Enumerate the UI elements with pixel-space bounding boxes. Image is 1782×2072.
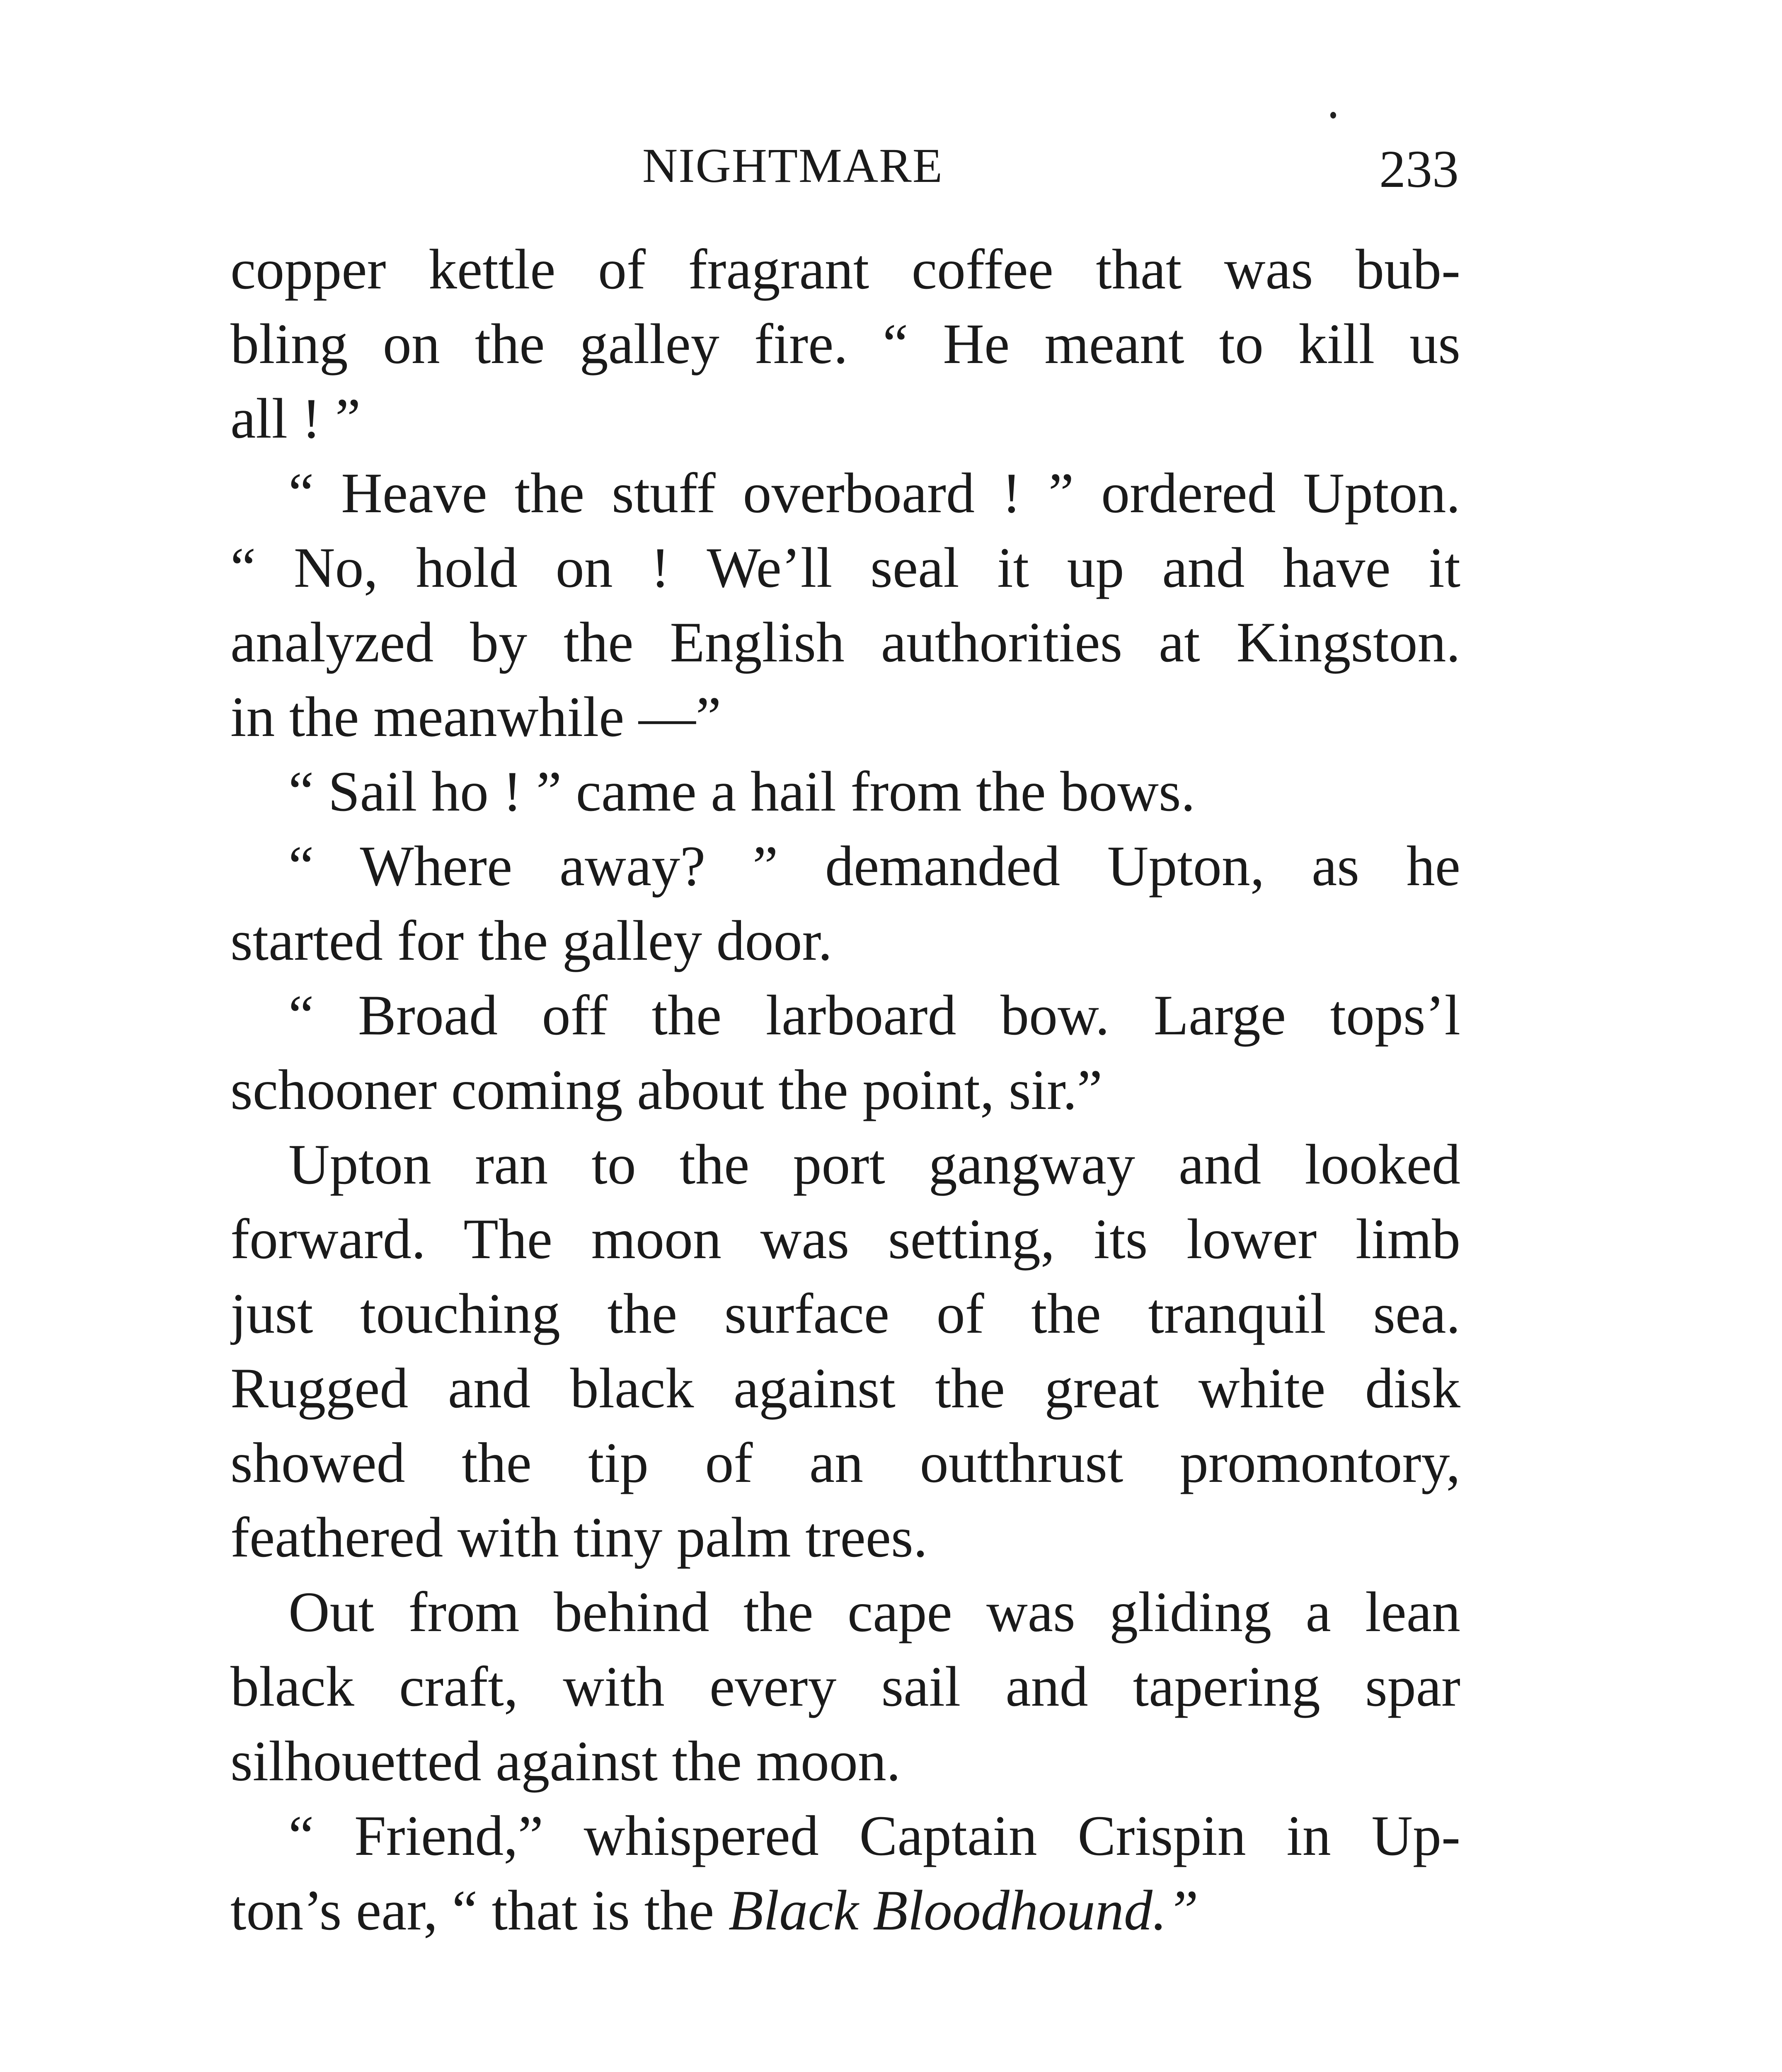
text-line: showed the tip of an outthrust promontory, <box>230 1431 1460 1494</box>
text-line: bling on the galley fire. “ He meant to kill us <box>230 312 1460 375</box>
text-line: Rugged and black against the great white disk <box>230 1356 1460 1420</box>
text-line: “ Broad off the larboard bow. Large tops’l <box>288 983 1460 1047</box>
text-line: black craft, with every sail and tapering spar <box>230 1655 1460 1718</box>
text-line: “ Friend,” whispered Captain Crispin in Up- <box>288 1804 1460 1867</box>
text-line: all ! ” <box>230 387 361 450</box>
text-line: started for the galley door. <box>230 909 833 972</box>
text-line: “ Sail ho ! ” came a hail from the bows. <box>288 760 1196 823</box>
last-text-line <box>230 1873 1460 1948</box>
page-number: 233 <box>1379 140 1459 198</box>
body-text <box>230 232 1460 1948</box>
text-line: feathered with tiny palm trees. <box>230 1506 928 1569</box>
ship-name: Black Bloodhound.” <box>728 1878 1199 1942</box>
text-line: silhouetted against the moon. <box>230 1729 901 1793</box>
text-line: just touching the surface of the tranquil sea. <box>230 1282 1460 1345</box>
text-line: “ Heave the stuff overboard ! ” ordered Upton. <box>288 461 1460 525</box>
ink-speck <box>1330 112 1336 119</box>
text-line: “ No, hold on ! We’ll seal it up and have it <box>230 536 1460 599</box>
text-line-start: ton’s ear, “ that is the <box>230 1878 729 1942</box>
text-line: “ Where away? ” demanded Upton, as he <box>288 834 1460 898</box>
text-line: schooner coming about the point, sir.” <box>230 1058 1103 1121</box>
text-line: copper kettle of fragrant coffee that was bub- <box>230 237 1460 301</box>
text-line: forward. The moon was setting, its lower limb <box>230 1207 1460 1271</box>
text-line: Upton ran to the port gangway and looked <box>288 1133 1460 1196</box>
running-title: NIGHTMARE <box>642 138 943 193</box>
text-line: Out from behind the cape was gliding a lean <box>288 1580 1460 1644</box>
running-head <box>232 133 1459 199</box>
text-line: analyzed by the English authorities at Kingston. <box>230 610 1460 674</box>
text-line: in the meanwhile —” <box>230 685 722 748</box>
